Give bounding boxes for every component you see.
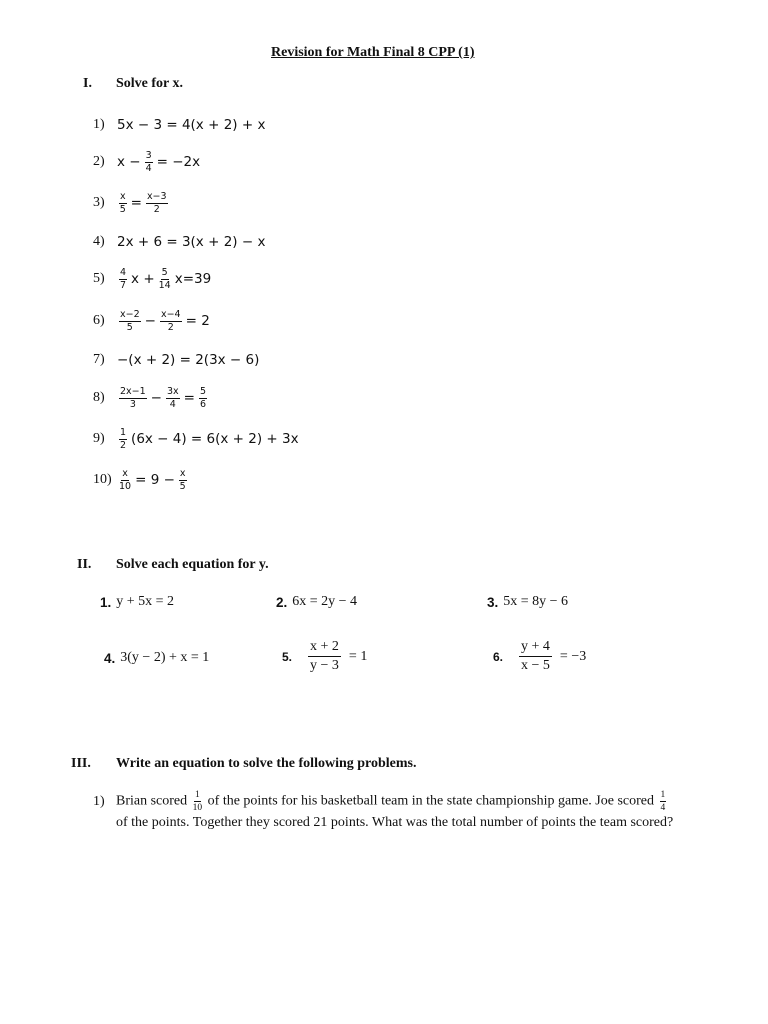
equation-1 [93, 114, 265, 136]
equation-number: 4) [93, 234, 105, 249]
equation-y-5 [282, 639, 367, 674]
problem-number: 1) [93, 793, 105, 809]
section-3-heading: Write an equation to solve the following problems. [116, 756, 417, 771]
equation-y-1 [100, 594, 174, 610]
section-1-heading-text: Solve for x. [116, 76, 184, 91]
equation-number: 7) [93, 352, 105, 367]
fraction: $\frac{5}{14}$ [158, 266, 171, 291]
equation-y-2 [276, 594, 357, 610]
fraction: $\frac{x}{10}$ [119, 467, 132, 492]
equation-y-number: 2. [276, 594, 288, 610]
equation-y-rhs: = 1 [348, 648, 368, 664]
equation-text: x=39 [174, 271, 212, 287]
equation-y-expr: 6x = 2y − 4 [292, 594, 358, 609]
equation-text: 2x + 6 = 3(x + 2) − x [117, 234, 266, 250]
equation-text: = 2 [185, 313, 210, 329]
equation-number: 9) [93, 431, 105, 446]
fraction: $\frac{y + 4}{x - 5}$ [521, 639, 550, 673]
equation-y-number: 6. [493, 649, 504, 664]
equation-10 [93, 469, 189, 491]
equation-8 [93, 387, 209, 409]
equation-text: = −2x [156, 154, 201, 170]
equation-text: = [130, 195, 142, 211]
equation-text: −(x + 2) = 2(3x − 6) [117, 352, 260, 368]
equation-text: x + [131, 271, 155, 287]
equation-number: 6) [93, 313, 105, 328]
fraction: $\frac{x + 2}{y - 3}$ [310, 639, 339, 673]
fraction-joe: $\frac{1}{4}$ [660, 790, 666, 813]
equation-text: − [144, 313, 156, 329]
section-2-heading: Solve each equation for y. [116, 557, 269, 572]
equation-y-rhs: = −3 [559, 648, 587, 664]
fraction: $\frac{4}{7}$ [120, 266, 127, 291]
equation-text: = [183, 390, 195, 406]
fraction: $\frac{x-3}{2}$ [146, 190, 167, 215]
equation-text: (6x − 4) = 6(x + 2) + 3x [131, 431, 299, 447]
equation-number: 5) [93, 271, 105, 286]
fraction: $\frac{2x-1}{3}$ [120, 385, 146, 410]
fraction: $\frac{3}{4}$ [145, 149, 152, 174]
word-problem-1 [93, 790, 668, 813]
equation-y-number: 5. [282, 649, 293, 664]
equation-y-number: 4. [104, 650, 116, 666]
section-1-number: I. [83, 76, 92, 91]
fraction: $\frac{x}{5}$ [179, 467, 186, 492]
problem-text-a: Brian scored [116, 793, 188, 809]
fraction: $\frac{1}{2}$ [120, 426, 127, 451]
equation-text: 5x − 3 = 4(x + 2) + x [117, 117, 266, 133]
equation-y-number: 3. [487, 594, 499, 610]
equation-text: x − [117, 154, 141, 170]
equation-y-3 [487, 594, 568, 610]
equation-y-expr: 5x = 8y − 6 [503, 594, 569, 609]
fraction-brian: $\frac{1}{10}$ [192, 790, 203, 813]
equation-y-6 [493, 639, 586, 674]
equation-number: 10) [93, 472, 112, 487]
equation-6 [93, 310, 210, 332]
fraction: $\frac{5}{6}$ [199, 385, 207, 410]
section-1-heading [116, 76, 183, 92]
equation-text: − [150, 390, 162, 406]
equation-number: 2) [93, 154, 105, 169]
word-problem-1-line2: of the points. Together they scored 21 points. What was the total number of points the team scored? [116, 815, 674, 830]
equation-4 [93, 231, 265, 253]
equation-9 [93, 428, 299, 450]
equation-number: 8) [93, 390, 105, 405]
fraction: $\frac{x-4}{2}$ [160, 308, 181, 333]
equation-7 [93, 349, 259, 371]
fraction: $\frac{x-2}{5}$ [120, 308, 140, 333]
equation-number: 1) [93, 117, 105, 132]
equation-2 [93, 151, 200, 173]
equation-3 [93, 192, 170, 214]
equation-y-number: 1. [100, 594, 112, 610]
equation-number: 3) [93, 195, 105, 210]
equation-y-expr: y + 5x = 2 [116, 594, 175, 609]
equation-text: = 9 − [135, 472, 175, 488]
section-3-number: III. [71, 756, 91, 771]
fraction: $\frac{3x}{4}$ [166, 385, 179, 410]
problem-text-b: of the points for his basketball team in the state championship game. Joe scored [207, 793, 654, 809]
equation-5 [93, 268, 211, 290]
page-title: Revision for Math Final 8 CPP (1) [271, 45, 475, 60]
equation-y-4 [104, 650, 209, 666]
fraction: $\frac{x}{5}$ [119, 190, 126, 215]
section-2-number: II. [77, 557, 92, 572]
equation-y-expr: 3(y − 2) + x = 1 [120, 650, 210, 665]
